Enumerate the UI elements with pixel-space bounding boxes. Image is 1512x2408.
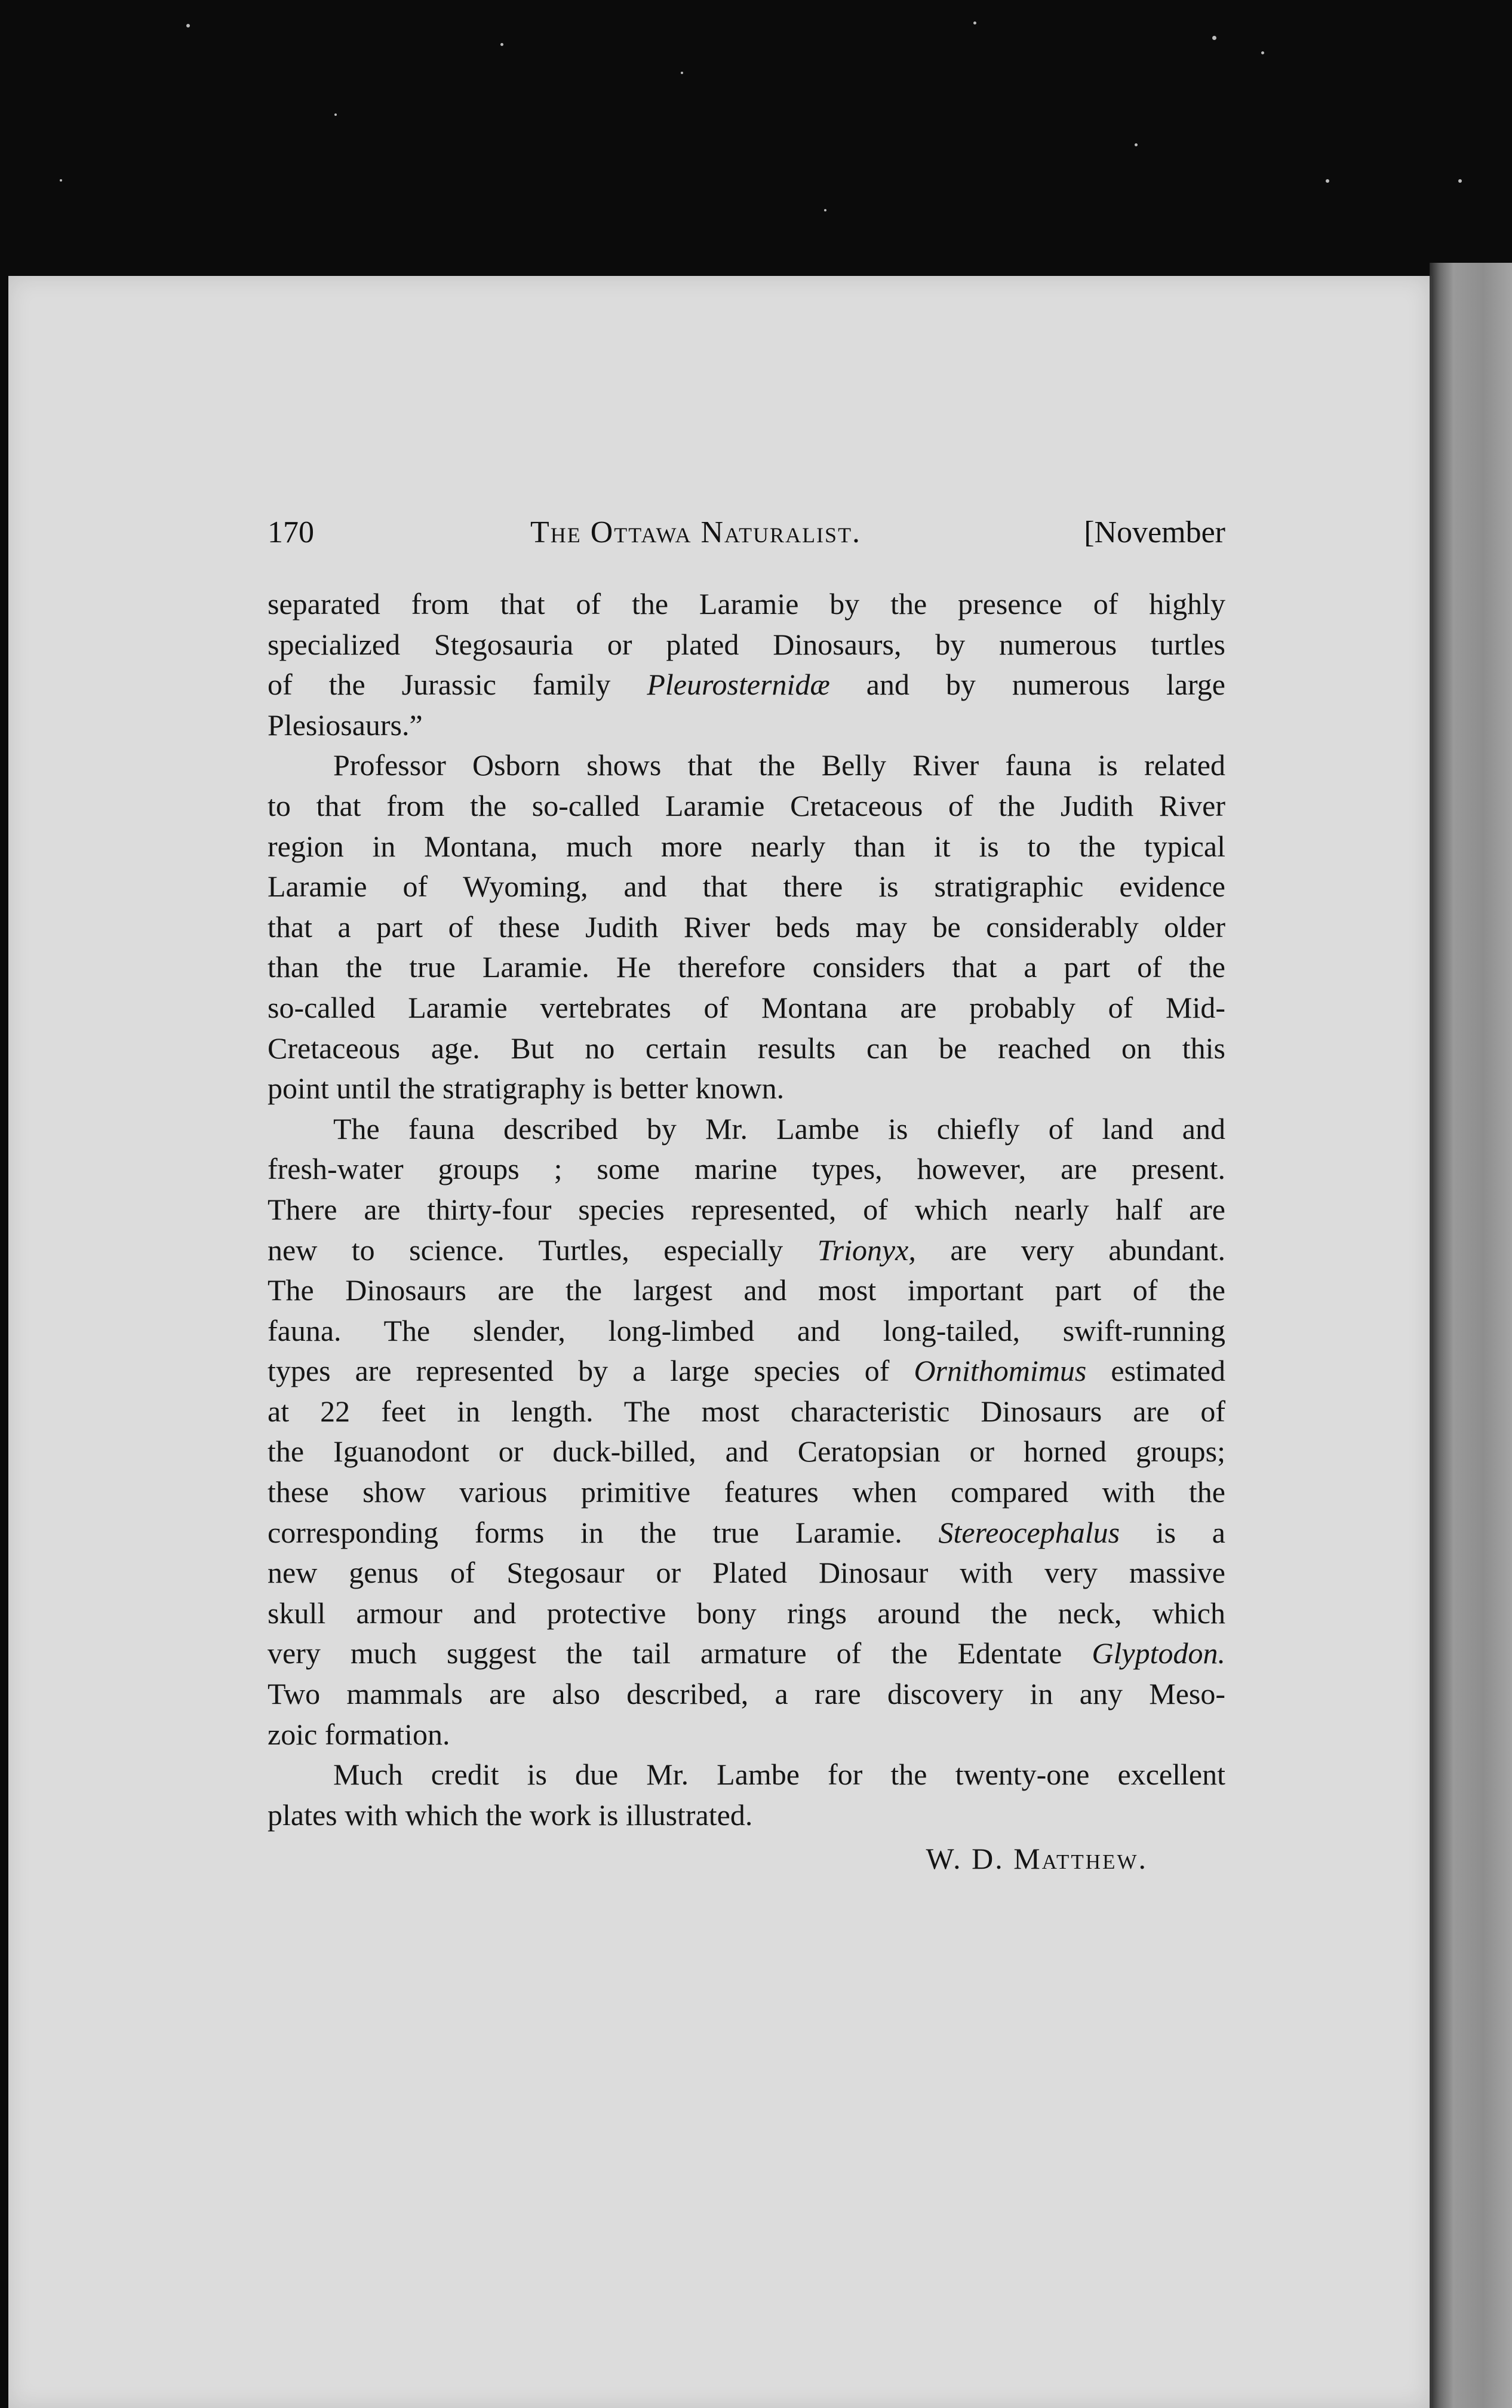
journal-title: The Ottawa Naturalist. — [530, 515, 862, 549]
dust-speck — [500, 43, 503, 46]
dust-speck — [1261, 51, 1264, 54]
text-run: and by numerous large — [829, 668, 1225, 702]
text-line: than the true Laramie. He therefore considers that a part of the — [268, 950, 1225, 984]
text-line: point until the stratigraphy is better known. — [268, 1071, 785, 1105]
italic-taxon: Glyptodon. — [1092, 1636, 1225, 1670]
italic-taxon: Ornithomimus — [914, 1354, 1087, 1388]
text-line: at 22 feet in length. The most characteristic Dinosaurs are of — [268, 1394, 1225, 1428]
text-line: specialized Stegosauria or plated Dinosaurs, by numerous turtles — [268, 627, 1225, 661]
italic-taxon: Stereocephalus — [938, 1515, 1120, 1549]
text-run: new to science. Turtles, especially — [268, 1233, 818, 1267]
text-line: Cretaceous age. But no certain results can be reached on this — [268, 1031, 1225, 1065]
dust-speck — [186, 24, 190, 27]
text-line: new genus of Stegosaur or Plated Dinosaur with very massive — [268, 1556, 1225, 1590]
dust-speck — [60, 179, 62, 182]
text-line: fresh-water groups ; some marine types, however, are present. — [268, 1152, 1225, 1186]
article-body — [268, 584, 1225, 1879]
text-line: plates with which the work is illustrated. — [268, 1798, 753, 1832]
text-line: Professor Osborn shows that the Belly River fauna is related — [333, 748, 1225, 782]
dust-speck — [681, 72, 683, 74]
text-line — [268, 1513, 1225, 1553]
adjacent-page-edge — [1430, 263, 1512, 2408]
text-line: so-called Laramie vertebrates of Montana are probably of Mid- — [268, 990, 1225, 1024]
text-run: types are represented by a large species of — [268, 1354, 914, 1388]
dust-speck — [1135, 143, 1138, 146]
text-line: skull armour and protective bony rings around the neck, which — [268, 1596, 1225, 1630]
text-run: of the Jurassic family — [268, 668, 647, 702]
dust-speck — [824, 209, 826, 211]
page-gutter — [1430, 276, 1433, 2408]
italic-taxon: Pleurosternidæ — [647, 668, 830, 702]
text-line: The fauna described by Mr. Lambe is chiefly of land and — [333, 1111, 1225, 1145]
text-run: estimated — [1086, 1354, 1226, 1388]
text-line: the Iguanodont or duck-billed, and Ceratopsian or horned groups; — [268, 1435, 1225, 1469]
dust-speck — [334, 113, 337, 116]
page-number: 170 — [268, 515, 314, 549]
dust-speck — [1212, 36, 1216, 40]
text-line: that a part of these Judith River beds may be considerably older — [268, 910, 1225, 944]
dust-speck — [1326, 179, 1329, 183]
text-line: Much credit is due Mr. Lambe for the twenty-one excellent — [333, 1758, 1225, 1792]
author-signature: W. D. Matthew. — [926, 1842, 1148, 1876]
text-line: to that from the so-called Laramie Cretaceous of the Judith River — [268, 788, 1225, 822]
text-line — [268, 1633, 1225, 1674]
text-line — [268, 1230, 1225, 1271]
text-run: is a — [1120, 1515, 1225, 1549]
text-line: Laramie of Wyoming, and that there is stratigraphic evidence — [268, 870, 1225, 904]
dust-speck — [1458, 179, 1462, 183]
text-run: very much suggest the tail armature of the Edentate — [268, 1636, 1092, 1670]
text-line — [268, 665, 1225, 705]
text-line: There are thirty-four species represented, of which nearly half are — [268, 1192, 1225, 1226]
text-line: The Dinosaurs are the largest and most important part of the — [268, 1273, 1225, 1307]
text-run: corresponding forms in the true Laramie. — [268, 1515, 939, 1549]
scan-background — [0, 0, 1512, 276]
dust-speck — [973, 22, 976, 24]
text-line — [268, 1351, 1225, 1392]
text-line: these show various primitive features when compared with the — [268, 1475, 1225, 1509]
running-header — [268, 515, 1225, 557]
text-line: separated from that of the Laramie by the presence of highly — [268, 587, 1225, 621]
text-run: are very abundant. — [915, 1233, 1225, 1267]
text-line: fauna. The slender, long-limbed and long-tailed, swift-running — [268, 1313, 1225, 1347]
text-line: zoic formation. — [268, 1717, 450, 1751]
issue-month: [November — [1084, 515, 1225, 549]
text-line: Two mammals are also described, a rare discovery in any Meso- — [268, 1677, 1225, 1711]
text-line: region in Montana, much more nearly than it is to the typical — [268, 829, 1225, 863]
text-line: Plesiosaurs.” — [268, 708, 423, 742]
italic-taxon: Trionyx, — [817, 1233, 916, 1267]
